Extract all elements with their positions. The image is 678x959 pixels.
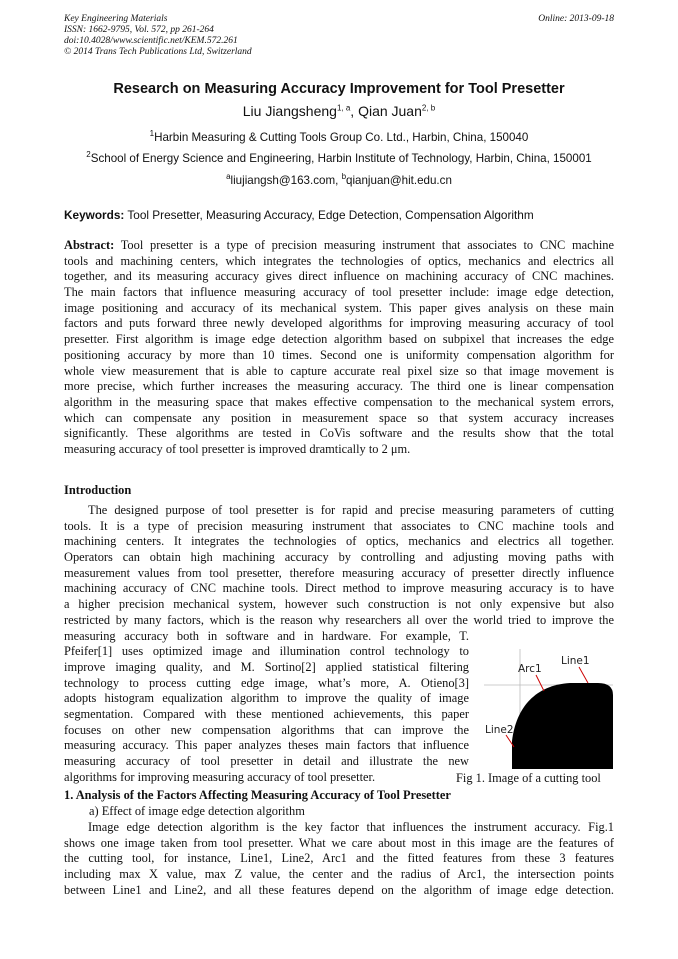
keywords: [64, 208, 534, 222]
text-line: tools. It is a type of precision measuring instrument that associates to CNC machine tools and: [64, 518, 614, 533]
issn-line: ISSN: 1662-9795, Vol. 572, pp 261-264: [64, 25, 214, 35]
text-line: Operators can obtain high machining accuracy by controlling and adjusting moving paths with: [64, 550, 614, 565]
text-line: Pfeifer[1] uses optimized image and illumination control technology to: [64, 644, 469, 659]
affiliation-1-text: Harbin Measuring & Cutting Tools Group Co. Ltd., Harbin, China, 150040: [154, 131, 529, 144]
text-line: shows one image taken from tool presetter. What we care about most in this image are the features of: [64, 835, 614, 850]
paper-title: Research on Measuring Accuracy Improvement for Tool Presetter: [113, 81, 565, 97]
author-separator: ,: [350, 103, 359, 119]
text-line: measurement values from tool presetter, therefore measuring accuracy of presetter directly influence: [64, 565, 614, 580]
keywords-text: Tool Presetter, Measuring Accuracy, Edge Detection, Compensation Algorithm: [124, 208, 534, 222]
section-1-body: [64, 820, 614, 898]
text-line: technology to process cutting edge image, what’s more, A. Otieno[3]: [64, 675, 469, 690]
section-1-subheading: a) Effect of image edge detection algorithm: [89, 804, 305, 818]
abstract-line: more precise, which further increases the measuring accuracy. The third one is linear compensation: [64, 379, 614, 394]
abstract-line: [64, 238, 614, 254]
line1-pointer: [579, 667, 588, 683]
author-1: Liu Jiangsheng: [242, 103, 337, 119]
abstract-line: which can compensate any position in measurement space so that system accuracy increases: [64, 410, 614, 425]
text-line: machining accuracy of CNC machine tools. Direct method to improve measuring accuracy is to have: [64, 581, 614, 596]
text-line: improve imaging quality, and M. Sortino[2] applied statistical filtering: [64, 659, 469, 674]
abstract-text: Tool presetter is a type of precision measuring instrument that associates to CNC machine: [114, 238, 614, 252]
text-line: Image edge detection algorithm is the key factor that influences the instrument accuracy. Fig.1: [88, 820, 614, 834]
arc1-label: Arc1: [518, 663, 542, 675]
keywords-label: Keywords:: [64, 208, 125, 222]
abstract: [64, 238, 614, 458]
doi-line: doi:10.4028/www.scientific.net/KEM.572.261: [64, 36, 238, 46]
text-line: between Line1 and Line2, and all these features depend on the algorithm of image edge detection.: [64, 882, 614, 897]
page-header: [64, 14, 614, 58]
abstract-line: The main factors that influence measuring accuracy of tool presetter include: image edge detection,: [64, 285, 614, 300]
abstract-line: measuring accuracy of tool presetter is improved dramtically to 2 μm.: [64, 441, 411, 456]
abstract-line: tools and machining centers, which integrates the technologies of optics, mechanics and electrics all: [64, 253, 614, 268]
text-line: segmentation. Compared with these mentioned achievements, this paper: [64, 706, 469, 721]
author-2-sup: 2, b: [421, 103, 436, 113]
author-line: [0, 103, 678, 119]
journal-name: Key Engineering Materials: [64, 14, 168, 24]
text-line: The designed purpose of tool presetter is for rapid and precise measuring parameters of cutting: [88, 503, 614, 517]
text-line: a higher precision mechanical system, however such construction is not only expensive but also: [64, 597, 614, 612]
abstract-line: algorithm in the measuring space that makes effective compensation to the mechanical system errors,: [64, 394, 614, 409]
affiliation-1: [0, 131, 678, 144]
line1-label: Line1: [561, 655, 590, 667]
email-b[interactable]: qianjuan@hit.edu.cn: [346, 174, 452, 187]
abstract-line: positioning accuracy by more than 10 times. Second one is uniformity compensation algorithm for: [64, 347, 614, 362]
affiliation-2-sup: 2: [86, 150, 91, 160]
affiliation-2-text: School of Energy Science and Engineering, Harbin Institute of Technology, Harbin, China, 150001: [90, 152, 592, 165]
email-b-sup: b: [341, 172, 347, 182]
author-2: Qian Juan: [358, 103, 422, 119]
cutting-tool-image: [484, 649, 613, 769]
text-line: measuring accuracy. This paper analyzes theses main factors that influence: [64, 738, 469, 753]
email-a-sup: a: [226, 172, 231, 182]
cutting-tool-figure: [484, 649, 613, 769]
affiliation-2: [0, 152, 678, 165]
section-1-heading: 1. Analysis of the Factors Affecting Measuring Accuracy of Tool Presetter: [64, 788, 451, 802]
intro-heading: Introduction: [64, 483, 132, 497]
text-line: measuring accuracy both in software and in hardware. For example, T.: [64, 628, 469, 643]
abstract-line: whole view measurement that is able to capture accurate real pixel size so that image movement is: [64, 363, 614, 378]
text-line: the cutting tool, for instance, Line1, Line2, Arc1 and the fitted features from these 3 features: [64, 851, 614, 866]
email-line: [0, 174, 678, 187]
text-line: focuses on other new compensation algorithms that can improve the: [64, 722, 469, 737]
text-line: measuring accuracy of tool presetter in detail and illustrate the new: [64, 754, 469, 768]
text-line: restricted by many factors, which is the reason why researchers all over the world tried to improve the: [64, 612, 614, 627]
tool-silhouette: [512, 683, 613, 769]
copyright-line: © 2014 Trans Tech Publications Ltd, Switzerland: [64, 47, 252, 57]
abstract-line: presetter. First algorithm is image edge detection algorithm based on subpixel that increases the edge: [64, 332, 614, 347]
abstract-line: image positioning and accuracy of its mechanical system. This paper gives analysis on these main: [64, 300, 614, 315]
text-line: including max X value, max Z value, the center and the radius of Arc1, the intersection points: [64, 867, 614, 882]
affiliation-1-sup: 1: [149, 129, 155, 139]
arc1-pointer: [536, 675, 544, 691]
figure-caption: Fig 1. Image of a cutting tool: [456, 771, 601, 785]
line2-label: Line2: [485, 724, 514, 736]
online-date: Online: 2013-09-18: [538, 14, 614, 24]
abstract-line: significantly. These algorithms are tested in CoVis software and the results show that the total: [64, 426, 614, 441]
abstract-line: factors and puts forward three newly developed algorithms for improving measuring accuracy of tool: [64, 316, 614, 331]
author-1-sup: 1, a: [336, 103, 351, 113]
abstract-label: Abstract:: [64, 238, 115, 252]
email-a[interactable]: liujiangsh@163.com,: [230, 174, 342, 187]
abstract-line: together, and its measuring accuracy gives direct influence on machining accuracy of CNC machines.: [64, 269, 614, 284]
text-line: algorithms for improving measuring accuracy of tool presetter.: [64, 769, 376, 784]
text-line: adopts histogram equalization algorithm to improve the quality of image: [64, 691, 469, 706]
text-line: machining centers. It integrates the technologies of optics, mechanics and electrics all together.: [64, 534, 614, 549]
